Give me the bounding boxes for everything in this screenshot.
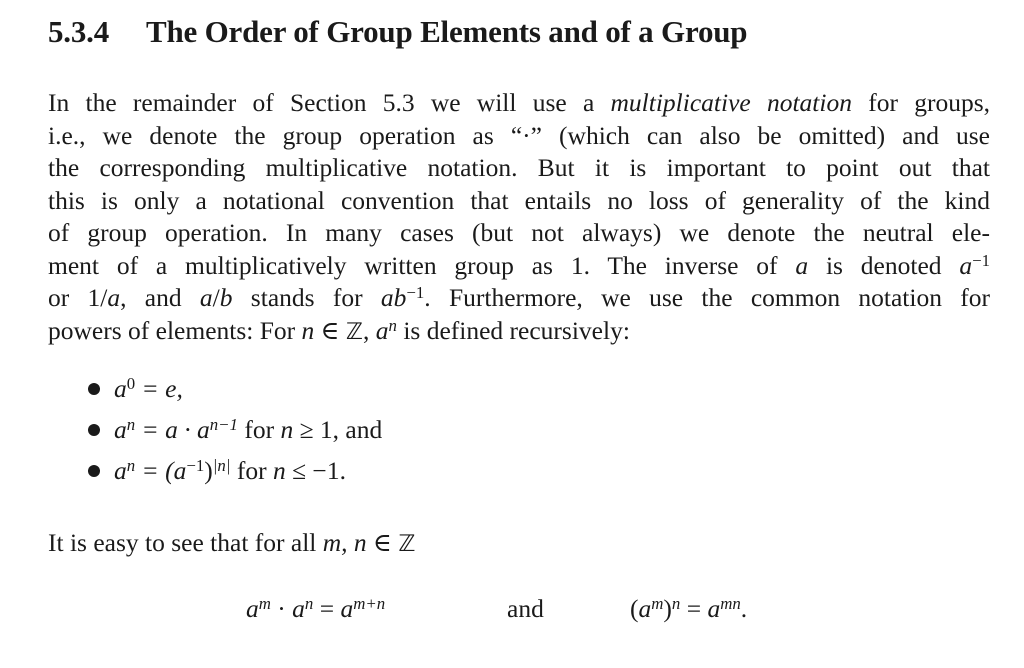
section-title: The Order of Group Elements and of a Group [146, 14, 748, 49]
paragraph-line-1: In the remainder of Section 5.3 we will use a multiplicative notation for groups, [48, 88, 990, 117]
list-item: $a^0 = e$, [84, 368, 382, 409]
paragraph-line-7: or 1/a, and a/b stands for $ab^{-1}$. Furthermore, we use the common notation for [48, 283, 991, 312]
list-item: $a^n = a \cdot a^{n-1}$ for n ≥ 1, and [84, 409, 382, 450]
intro-paragraph [48, 87, 990, 348]
paragraph-line-6: ment of a multiplicatively written group as 1. The inverse of a is denoted $a^{-1}$ [48, 250, 990, 280]
paragraph-line-2: i.e., we denote the group operation as “·” (which can also be omitted) and use [48, 120, 990, 150]
paragraph-line-5: of group operation. In many cases (but not always) we denote the neutral ele- [48, 218, 990, 247]
paragraph-line-3: the corresponding multiplicative notation. But it is important to point out that [48, 153, 990, 182]
display-equation-sum: $a^m \cdot a^n = a^{m+n}$ [246, 594, 386, 623]
recursive-definition-list [84, 368, 382, 491]
display-and: and [507, 594, 544, 623]
bullet-icon [88, 465, 100, 477]
section-heading [48, 14, 747, 50]
easy-to-see-sentence: It is easy to see that for all m, n ∈ ℤ [48, 528, 416, 557]
paragraph-line-8: powers of elements: For n ∈ ℤ, $a^n$ is defined recursively: [48, 315, 630, 345]
paragraph-line-4: this is only a notational convention that entails no loss of generality of the kind [48, 185, 990, 215]
display-equation-product: $(a^m)^n = a^{mn}$. [630, 594, 748, 623]
emphasis-multiplicative-notation: multiplicative notation [610, 88, 852, 117]
bullet-icon [88, 424, 100, 436]
section-number: 5.3.4 [48, 14, 110, 49]
list-item: $a^n = (a^{-1})^{|n|}$ for n ≤ −1. [84, 450, 382, 491]
bullet-icon [88, 383, 100, 395]
